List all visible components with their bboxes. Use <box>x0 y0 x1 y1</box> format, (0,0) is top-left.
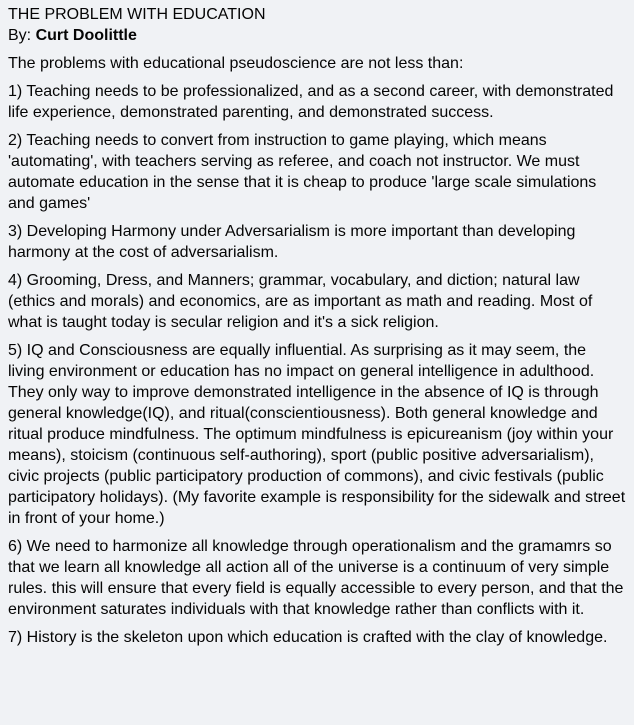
list-item-3: 3) Developing Harmony under Adversarialism is more important than developing harmony at the cost of adversarialism. <box>8 223 576 261</box>
byline-prefix: By: <box>8 27 36 44</box>
intro-paragraph: The problems with educational pseudoscience are not less than: <box>8 55 464 72</box>
list-item-4: 4) Grooming, Dress, and Manners; grammar, vocabulary, and diction; natural law (ethics and morals) and economics, are as important as math and reading. Most of what is taught today is secular religion and it's a sick religion. <box>8 272 593 331</box>
list-item-1: 1) Teaching needs to be professionalized, and as a second career, with demonstrated life experience, demonstrated parenting, and demonstrated success. <box>8 83 614 121</box>
author-name[interactable]: Curt Doolittle <box>35 27 137 44</box>
list-item-7: 7) History is the skeleton upon which education is crafted with the clay of knowledge. <box>8 629 608 646</box>
list-item-2: 2) Teaching needs to convert from instruction to game playing, which means 'automating', with teachers serving as referee, and coach not instructor. We must automate education in the sense that it is cheap to produce 'large scale simulations and games' <box>8 132 597 212</box>
byline <box>8 25 626 46</box>
list-item-6: 6) We need to harmonize all knowledge through operationalism and the gramamrs so that we learn all knowledge all action all of the universe is a continuum of very simple rules. this will ensure that every field is equally accessible to every person, and that the environment saturates individuals with that knowledge rather than conflicts with it. <box>8 538 624 618</box>
list-item-5: 5) IQ and Consciousness are equally influential. As surprising as it may seem, the living environment or education has no impact on general intelligence in adulthood. They only way to improve demonstrated intelligence in the absence of IQ is through general knowledge(IQ), and ritual(conscientiousness). Both general knowledge and ritual produce mindfulness. The optimum mindfulness is epicureanism (joy within your means), stoicism (continuous self-authoring), sport (public positive adversarialism), civic projects (public participatory production of commons), and civic festivals (public participatory holidays). (My favorite example is responsibility for the sidewalk and street in front of your home.) <box>8 342 626 527</box>
post-title: THE PROBLEM WITH EDUCATION <box>8 6 266 23</box>
